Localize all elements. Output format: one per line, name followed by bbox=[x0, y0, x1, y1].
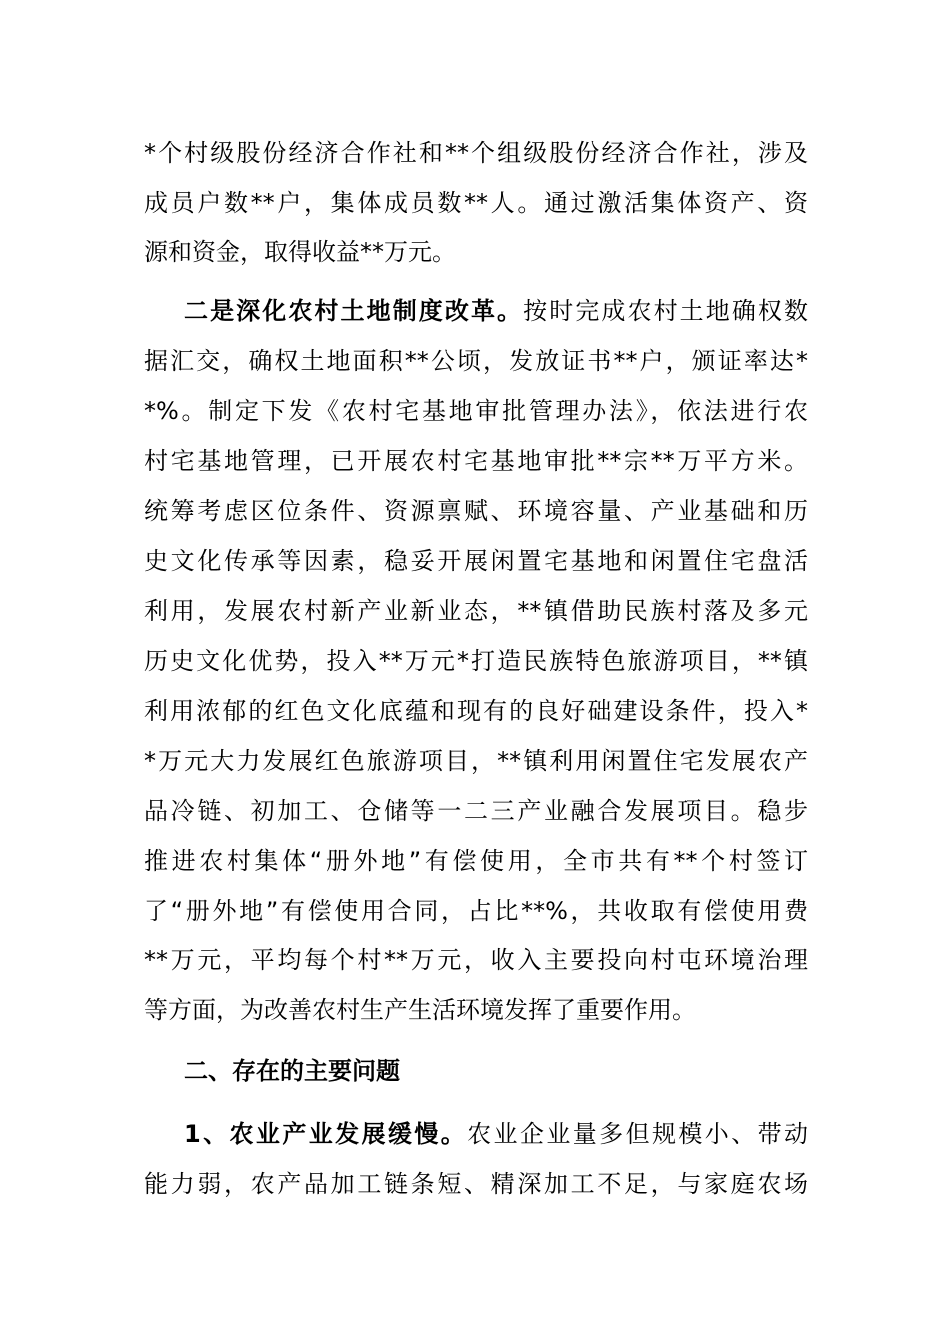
paragraph-2-line-12: 推进农村集体“册外地”有偿使用，全市共有**个村签订 bbox=[144, 847, 808, 875]
paragraph-2-line-1 bbox=[184, 295, 808, 327]
section-heading: 二、存在的主要问题 bbox=[184, 1057, 400, 1085]
paragraph-2-line-4: 村宅基地管理，已开展农村宅基地审批**宗**万平方米。 bbox=[144, 447, 808, 475]
paragraph-2-line-10: *万元大力发展红色旅游项目，**镇利用闲置住宅发展农产 bbox=[144, 747, 808, 775]
paragraph-2-line-11: 品冷链、初加工、仓储等一二三产业融合发展项目。稳步 bbox=[144, 797, 808, 825]
paragraph-1-line-1: *个村级股份经济合作社和**个组级股份经济合作社，涉及 bbox=[144, 139, 808, 167]
paragraph-1-line-2: 成员户数**户，集体成员数**人。通过激活集体资产、资 bbox=[144, 189, 808, 217]
paragraph-2-line-8: 历史文化优势，投入**万元*打造民族特色旅游项目，**镇 bbox=[144, 647, 808, 675]
paragraph-2-line-9: 利用浓郁的红色文化底蕴和现有的良好础建设条件，投入* bbox=[144, 697, 808, 725]
paragraph-2-line-2: 据汇交，确权土地面积**公顷，发放证书**户，颁证率达* bbox=[144, 347, 808, 375]
paragraph-2-line-1-rest: 按时完成农村土地确权数 bbox=[523, 297, 809, 325]
paragraph-3-line-1 bbox=[184, 1118, 808, 1150]
paragraph-3-line-1-rest: 农业企业量多但规模小、带动 bbox=[467, 1120, 809, 1148]
paragraph-2-line-5: 统筹考虑区位条件、资源禀赋、环境容量、产业基础和历 bbox=[144, 497, 808, 525]
paragraph-3-line-2: 能力弱，农产品加工链条短、精深加工不足，与家庭农场 bbox=[144, 1170, 808, 1198]
paragraph-2-line-14: **万元，平均每个村**万元，收入主要投向村屯环境治理 bbox=[144, 946, 808, 974]
paragraph-2-line-15: 等方面，为改善农村生产生活环境发挥了重要作用。 bbox=[144, 996, 696, 1024]
paragraph-3-lead: 1、农业产业发展缓慢。 bbox=[184, 1120, 468, 1148]
paragraph-2-lead: 二是深化农村土地制度改革。 bbox=[184, 297, 524, 325]
paragraph-2-line-6: 史文化传承等因素，稳妥开展闲置宅基地和闲置住宅盘活 bbox=[144, 547, 808, 575]
paragraph-2-line-3: *%。制定下发《农村宅基地审批管理办法》，依法进行农 bbox=[144, 397, 808, 425]
paragraph-1-line-3: 源和资金，取得收益**万元。 bbox=[144, 238, 456, 266]
paragraph-2-line-7: 利用，发展农村新产业新业态，**镇借助民族村落及多元 bbox=[144, 597, 808, 625]
paragraph-2-line-13: 了“册外地”有偿使用合同，占比**%，共收取有偿使用费 bbox=[144, 897, 808, 925]
